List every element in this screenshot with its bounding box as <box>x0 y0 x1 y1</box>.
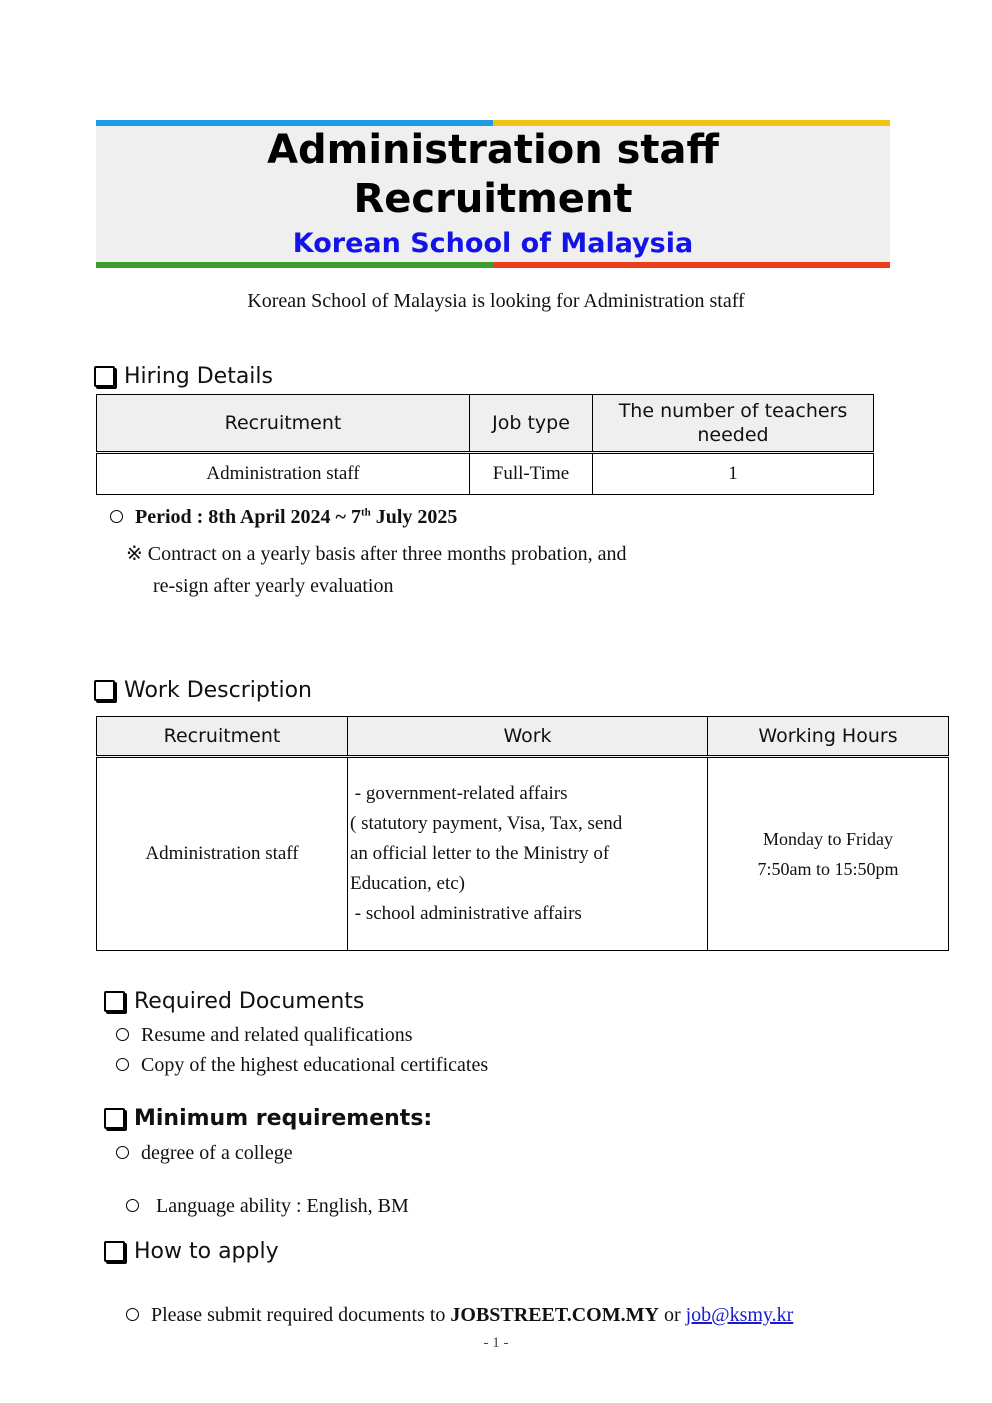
circle-bullet-icon <box>116 1058 129 1071</box>
email-link[interactable]: job@ksmy.kr <box>685 1304 794 1326</box>
hours-cell <box>708 757 949 951</box>
table-header: Recruitment <box>97 395 470 453</box>
period-sup: th <box>360 506 371 519</box>
section-required-documents <box>104 989 364 1014</box>
checkbox-square-icon <box>94 680 115 701</box>
title-banner <box>96 120 890 268</box>
section-heading: Minimum requirements: <box>134 1106 433 1131</box>
banner-title-line2: Recruitment <box>353 176 633 222</box>
banner-bar-red <box>493 262 890 268</box>
period-end: July 2025 <box>370 506 458 528</box>
circle-bullet-icon <box>126 1199 139 1212</box>
work-line: an official letter to the Ministry of <box>350 843 610 864</box>
list-item-text: Resume and related qualifications <box>141 1024 413 1046</box>
page-number: - 1 - <box>483 1335 509 1351</box>
period-line <box>110 506 457 529</box>
table-cell: Administration staff <box>97 453 470 495</box>
table-cell: Administration staff <box>97 757 348 951</box>
table-cell: Full-Time <box>470 453 593 495</box>
section-minimum-requirements <box>104 1106 432 1131</box>
checkbox-square-icon <box>104 1108 125 1129</box>
contract-note-line1: ※ Contract on a yearly basis after three months probation, and <box>126 543 627 565</box>
list-item-text: degree of a college <box>141 1142 293 1164</box>
list-item <box>116 1024 413 1047</box>
banner-title-line1: Administration staff <box>267 127 719 173</box>
jobstreet-site: JOBSTREET.COM.MY <box>450 1304 659 1326</box>
hiring-table <box>96 394 874 495</box>
section-heading: Required Documents <box>134 989 365 1014</box>
table-row <box>97 757 949 951</box>
table-row <box>97 453 874 495</box>
apply-or: or <box>658 1304 686 1326</box>
circle-bullet-icon <box>110 510 123 523</box>
list-item <box>116 1054 488 1077</box>
intro-text: Korean School of Malaysia is looking for Administration staff <box>247 290 745 312</box>
apply-text: Please submit required documents to <box>151 1304 451 1326</box>
section-heading: Hiring Details <box>124 364 273 389</box>
hours-line2: 7:50am to 15:50pm <box>757 859 899 879</box>
contract-note-line2: re-sign after yearly evaluation <box>153 575 394 597</box>
section-work-description <box>94 678 312 703</box>
circle-bullet-icon <box>116 1028 129 1041</box>
work-line: ( statutory payment, Visa, Tax, send <box>350 813 623 834</box>
work-table <box>96 716 949 951</box>
work-cell <box>348 757 708 951</box>
apply-line <box>116 1281 793 1327</box>
list-item <box>116 1172 409 1218</box>
work-line: - school administrative affairs <box>350 903 582 924</box>
circle-bullet-icon <box>116 1146 129 1159</box>
table-cell: 1 <box>593 453 874 495</box>
section-heading: Work Description <box>124 678 312 703</box>
table-header: The number of teachers needed <box>593 395 874 453</box>
checkbox-square-icon <box>104 991 125 1012</box>
circle-bullet-icon <box>126 1308 139 1321</box>
table-header: Job type <box>470 395 593 453</box>
checkbox-square-icon <box>94 366 115 387</box>
list-item-text: Language ability : English, BM <box>151 1195 409 1217</box>
work-line: Education, etc) <box>350 873 466 894</box>
section-hiring-details <box>94 364 273 389</box>
list-item <box>116 1142 293 1165</box>
section-heading: How to apply <box>134 1239 279 1264</box>
section-how-to-apply <box>104 1239 279 1264</box>
period-label: Period : 8th April 2024 ~ 7 <box>135 506 361 528</box>
table-header: Working Hours <box>708 717 949 757</box>
banner-subtitle: Korean School of Malaysia <box>292 228 694 259</box>
table-header: Work <box>348 717 708 757</box>
hours-line1: Monday to Friday <box>763 829 893 849</box>
table-header: Recruitment <box>97 717 348 757</box>
list-item-text: Copy of the highest educational certificates <box>141 1054 489 1076</box>
banner-bar-green <box>96 262 493 268</box>
work-line: - government-related affairs <box>350 783 568 804</box>
checkbox-square-icon <box>104 1241 125 1262</box>
